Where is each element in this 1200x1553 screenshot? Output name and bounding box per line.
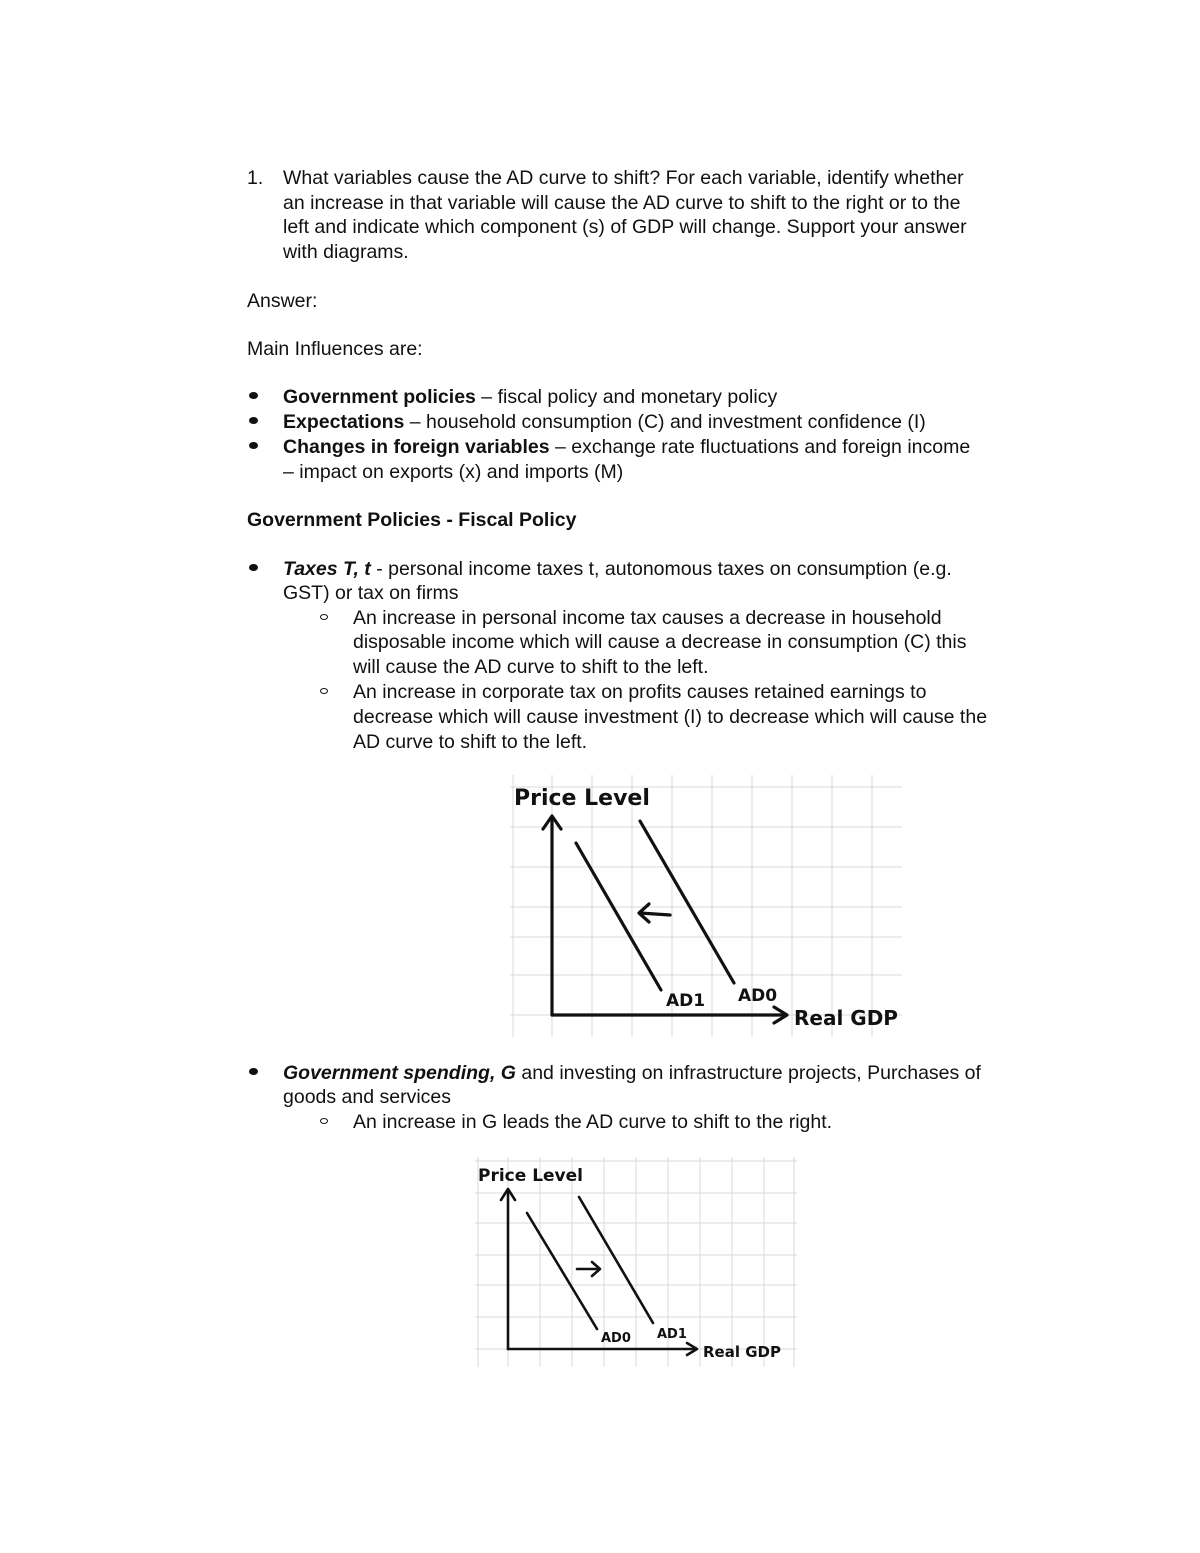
ad-shift-left-diagram: [510, 775, 902, 1037]
answer-label: Answer:: [247, 290, 318, 312]
influence-desc-cont: – impact on exports (x) and imports (M): [283, 461, 624, 483]
taxes-sub-line: disposable income which will cause a decrease in consumption (C) this: [353, 631, 967, 653]
main-influences-label: Main Influences are:: [247, 338, 423, 360]
influence-desc: – exchange rate fluctuations and foreign income: [549, 436, 971, 458]
bullet-icon: [249, 1068, 258, 1075]
influence-term: Government policies: [283, 386, 476, 408]
ad-curve-old: [527, 1213, 597, 1329]
grid: [510, 775, 902, 1037]
ad-shift-right-diagram: [475, 1157, 797, 1367]
curve-label-ad1: AD1: [657, 1327, 687, 1342]
gov-spending-term: Government spending, G: [283, 1062, 516, 1084]
taxes-sub-line: will cause the AD curve to shift to the left.: [353, 656, 709, 678]
influence-term: Expectations: [283, 411, 405, 433]
gov-spending-desc: and investing on infrastructure projects, Purchases of: [515, 1062, 981, 1084]
y-axis-label: Price Level: [478, 1166, 583, 1186]
taxes-desc-cont: GST) or tax on firms: [283, 582, 459, 604]
sub-bullet-icon: [320, 614, 328, 620]
taxes-sub-line: decrease which will cause investment (I) to decrease which will cause the: [353, 706, 988, 728]
gov-spending-item: [283, 1061, 981, 1086]
grid: [475, 1157, 797, 1367]
influence-desc: – household consumption (C) and investment confidence (I): [404, 411, 926, 433]
sub-bullet-icon: [320, 1118, 328, 1124]
gov-spending-desc-cont: goods and services: [283, 1086, 452, 1108]
bullet-icon: [249, 564, 258, 571]
curve-label-ad0: AD0: [738, 986, 778, 1006]
influence-item: [283, 385, 777, 410]
shift-arrow-line: [640, 913, 670, 915]
question-line: What variables cause the AD curve to shift? For each variable, identify whether: [283, 167, 964, 189]
x-axis-label: Real GDP: [703, 1343, 781, 1361]
ad-curve-new: [576, 843, 661, 990]
ad-curve-new: [579, 1197, 653, 1323]
section-heading: Government Policies - Fiscal Policy: [247, 509, 577, 531]
x-axis-label: Real GDP: [794, 1006, 898, 1030]
sub-bullet-icon: [320, 688, 328, 694]
curve-label-ad1: AD1: [666, 991, 706, 1011]
ad-curve-old: [640, 821, 734, 983]
taxes-sub-line: AD curve to shift to the left.: [353, 731, 588, 753]
bullet-icon: [249, 442, 258, 449]
y-axis-label: Price Level: [514, 786, 650, 811]
taxes-desc: - personal income taxes t, autonomous taxes on consumption (e.g.: [370, 558, 952, 580]
taxes-sub-line: An increase in personal income tax causes a decrease in household: [353, 607, 942, 629]
influence-term: Changes in foreign variables: [283, 436, 550, 458]
taxes-term: Taxes T, t: [283, 558, 371, 580]
question-line: with diagrams.: [283, 241, 409, 263]
influence-desc: – fiscal policy and monetary policy: [475, 386, 778, 408]
influence-item: [283, 410, 926, 435]
question-line: an increase in that variable will cause the AD curve to shift to the right or to the: [283, 192, 961, 214]
gov-spending-sub: An increase in G leads the AD curve to shift to the right.: [353, 1111, 833, 1133]
question-line: left and indicate which component (s) of GDP will change. Support your answer: [283, 216, 967, 238]
bullet-icon: [249, 417, 258, 424]
bullet-icon: [249, 392, 258, 399]
taxes-item: [283, 557, 952, 582]
curve-label-ad0: AD0: [601, 1331, 631, 1346]
influence-item: [283, 435, 970, 460]
question-number: 1.: [247, 167, 264, 189]
taxes-sub-line: An increase in corporate tax on profits causes retained earnings to: [353, 681, 927, 703]
